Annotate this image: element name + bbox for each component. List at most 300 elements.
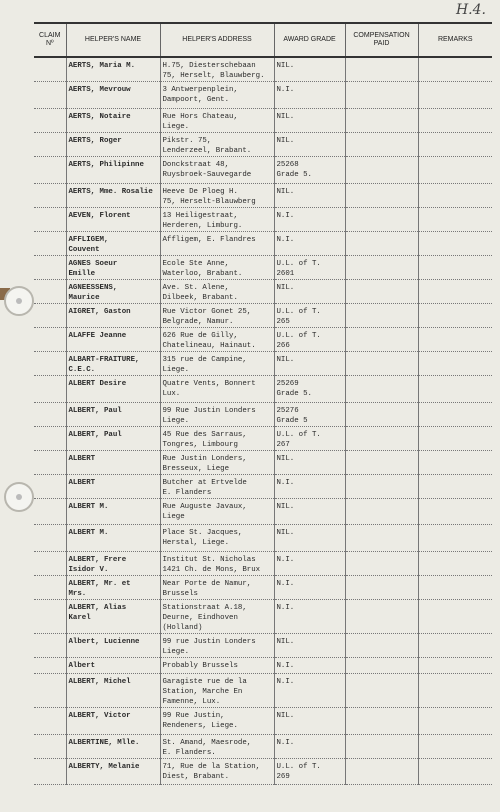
helper-name-line: Albert [68, 662, 96, 670]
claim-cell [34, 451, 66, 475]
award-grade-line: NIL. [276, 137, 295, 145]
remarks-cell [418, 57, 492, 82]
claim-cell [34, 708, 66, 735]
helper-name-line: ALBERT, Victor [68, 712, 131, 720]
table-row [34, 256, 492, 280]
helper-address-cell [160, 658, 274, 674]
claim-cell [34, 674, 66, 708]
compensation-cell [345, 499, 418, 525]
table-row [34, 451, 492, 475]
table-row [34, 735, 492, 759]
compensation-cell [345, 208, 418, 232]
remarks-cell [418, 634, 492, 658]
award-grade-line: N.I. [276, 739, 295, 747]
helper-name-cell [66, 600, 160, 634]
helper-name-cell [66, 328, 160, 352]
award-grade-line: NIL. [276, 638, 295, 646]
table-row [34, 634, 492, 658]
helper-address-line: Ruysbroek-Sauvegarde [162, 171, 252, 179]
award-grade-line: 25269 [276, 380, 299, 388]
helper-address-line: Donckstraat 48, [162, 161, 230, 169]
helper-name-cell [66, 735, 160, 759]
helper-address-line: 99 rue Justin Londers [162, 638, 256, 646]
helper-address-line: Station, Marche En [162, 688, 243, 696]
helper-address-cell [160, 499, 274, 525]
compensation-cell [345, 552, 418, 576]
table-row [34, 658, 492, 674]
helper-address-line: Ave. St. Alene, [162, 284, 230, 292]
award-grade-cell [274, 184, 345, 208]
claim-cell [34, 304, 66, 328]
col-grade: AWARD GRADE [274, 23, 345, 57]
claim-cell [34, 184, 66, 208]
helper-address-line: 1421 Ch. de Mons, Brux [162, 566, 261, 574]
helper-name-line: AERTS, Notaire [68, 113, 131, 121]
remarks-cell [418, 552, 492, 576]
helper-address-line: Lux. [162, 390, 181, 398]
helper-address-cell [160, 184, 274, 208]
helper-name-line: ALBERT, Paul [68, 431, 122, 439]
helper-address-line: 3 Antwerpenplein, [162, 86, 238, 94]
table-row [34, 109, 492, 133]
remarks-cell [418, 658, 492, 674]
helper-address-cell [160, 759, 274, 785]
award-grade-line: 266 [276, 342, 290, 350]
helper-name-line: AERTS, Mevrouw [68, 86, 131, 94]
claim-cell [34, 57, 66, 82]
remarks-cell [418, 525, 492, 552]
award-grade-cell [274, 328, 345, 352]
remarks-cell [418, 427, 492, 451]
award-grade-line: 267 [276, 441, 290, 449]
helper-name-cell [66, 82, 160, 109]
helper-address-line: Liege. [162, 417, 190, 425]
award-grade-cell [274, 208, 345, 232]
award-grade-line: NIL. [276, 529, 295, 537]
compensation-cell [345, 352, 418, 376]
helper-address-line: Liege [162, 513, 185, 521]
remarks-cell [418, 82, 492, 109]
helper-address-cell [160, 352, 274, 376]
compensation-cell [345, 328, 418, 352]
table-row [34, 674, 492, 708]
col-name: HELPER'S NAME [66, 23, 160, 57]
helper-address-cell [160, 525, 274, 552]
helper-name-line: C.E.C. [68, 366, 96, 374]
helper-name-line: ALBERT Desire [68, 380, 127, 388]
remarks-cell [418, 133, 492, 157]
corner-mark: H.4. [455, 2, 486, 18]
helper-name-cell [66, 232, 160, 256]
award-grade-cell [274, 735, 345, 759]
helper-address-cell [160, 82, 274, 109]
award-grade-line: N.I. [276, 662, 295, 670]
award-grade-line: 265 [276, 318, 290, 326]
claim-cell [34, 403, 66, 427]
helper-address-line: Deurne, Eindhoven [162, 614, 238, 622]
helper-name-line: AERTS, Maria M. [68, 62, 136, 70]
helper-address-line: H.75, Diesterschebaan [162, 62, 256, 70]
compensation-cell [345, 376, 418, 403]
compensation-cell [345, 280, 418, 304]
helper-name-cell [66, 451, 160, 475]
helper-name-cell [66, 499, 160, 525]
remarks-cell [418, 328, 492, 352]
helper-address-line: Tongres, Limbourg [162, 441, 238, 449]
claim-cell [34, 352, 66, 376]
remarks-cell [418, 157, 492, 184]
helper-name-cell [66, 280, 160, 304]
helper-address-line: Quatre Vents, Bonnert [162, 380, 256, 388]
col-address: HELPER'S ADDRESS [160, 23, 274, 57]
remarks-cell [418, 708, 492, 735]
award-grade-cell [274, 280, 345, 304]
helper-address-line: Diest, Brabant. [162, 773, 230, 781]
helper-name-cell [66, 208, 160, 232]
award-grade-line: 25268 [276, 161, 299, 169]
remarks-cell [418, 600, 492, 634]
claim-cell [34, 328, 66, 352]
helper-address-cell [160, 232, 274, 256]
remarks-cell [418, 304, 492, 328]
compensation-cell [345, 133, 418, 157]
award-grade-line: Grade 5. [276, 171, 312, 179]
remarks-cell [418, 280, 492, 304]
award-grade-line: NIL. [276, 62, 295, 70]
award-grade-line: 2601 [276, 270, 295, 278]
award-grade-line: U.L. of T. [276, 308, 321, 316]
award-grade-line: U.L. of T. [276, 763, 321, 771]
award-grade-cell [274, 525, 345, 552]
table-row [34, 280, 492, 304]
table-row [34, 57, 492, 82]
helper-name-cell [66, 708, 160, 735]
helper-address-line: Probably Brussels [162, 662, 238, 670]
punch-hole-bottom [4, 482, 34, 512]
claim-cell [34, 759, 66, 785]
helper-address-line: Waterloo, Brabant. [162, 270, 243, 278]
helper-name-line: Emille [68, 270, 96, 278]
helper-name-line: ALBERTINE, Mlle. [68, 739, 140, 747]
award-grade-cell [274, 658, 345, 674]
helper-address-cell [160, 674, 274, 708]
helper-address-line: 75, Herselt-Blauwberg [162, 198, 256, 206]
helper-name-cell [66, 109, 160, 133]
award-grade-cell [274, 499, 345, 525]
helper-address-cell [160, 256, 274, 280]
remarks-cell [418, 256, 492, 280]
helper-address-cell [160, 57, 274, 82]
award-grade-line: N.I. [276, 236, 295, 244]
compensation-cell [345, 304, 418, 328]
compensation-cell [345, 674, 418, 708]
remarks-cell [418, 376, 492, 403]
compensation-cell [345, 658, 418, 674]
compensation-cell [345, 475, 418, 499]
claim-cell [34, 232, 66, 256]
remarks-cell [418, 352, 492, 376]
award-grade-line: 25276 [276, 407, 299, 415]
helper-address-line: Affligem, E. Flandres [162, 236, 256, 244]
award-grade-cell [274, 352, 345, 376]
helper-address-line: Rue Hors Chateau, [162, 113, 238, 121]
claim-cell [34, 427, 66, 451]
compensation-cell [345, 427, 418, 451]
helper-address-cell [160, 735, 274, 759]
helper-name-cell [66, 184, 160, 208]
award-grade-cell [274, 82, 345, 109]
helper-name-line: AEVEN, Florent [68, 212, 131, 220]
table-row [34, 576, 492, 600]
award-grade-cell [274, 708, 345, 735]
helper-address-line: E. Flanders. [162, 749, 216, 757]
claim-cell [34, 133, 66, 157]
helper-address-line: 45 Rue des Sarraus, [162, 431, 247, 439]
helper-address-line: Chatelineau, Hainaut. [162, 342, 256, 350]
remarks-cell [418, 735, 492, 759]
helper-name-cell [66, 658, 160, 674]
helper-address-line: 75, Herselt, Blauwberg. [162, 72, 265, 80]
award-grade-line: Grade 5. [276, 390, 312, 398]
table-row [34, 82, 492, 109]
helper-address-line: Herderen, Limburg. [162, 222, 243, 230]
award-grade-cell [274, 427, 345, 451]
table-body [34, 57, 492, 785]
remarks-cell [418, 232, 492, 256]
award-grade-cell [274, 451, 345, 475]
helper-address-line: Institut St. Nicholas [162, 556, 256, 564]
helper-address-line: Pikstr. 75, [162, 137, 212, 145]
table-row [34, 208, 492, 232]
claim-cell [34, 475, 66, 499]
remarks-cell [418, 759, 492, 785]
award-grade-line: NIL. [276, 712, 295, 720]
award-grade-cell [274, 157, 345, 184]
helper-address-cell [160, 328, 274, 352]
helper-address-line: Near Porte de Namur, [162, 580, 252, 588]
helper-name-line: AERTS, Roger [68, 137, 122, 145]
award-grade-cell [274, 475, 345, 499]
helper-name-line: ALBERT, Michel [68, 678, 131, 686]
helper-address-line: Rendeners, Liege. [162, 722, 238, 730]
table-row [34, 499, 492, 525]
claim-cell [34, 256, 66, 280]
table-row [34, 304, 492, 328]
remarks-cell [418, 184, 492, 208]
compensation-cell [345, 451, 418, 475]
helper-address-line: Place St. Jacques, [162, 529, 243, 537]
award-grade-cell [274, 576, 345, 600]
helper-name-cell [66, 427, 160, 451]
helper-name-line: ALBERT, Alias [68, 604, 127, 612]
helper-address-line: Famenne, Lux. [162, 698, 221, 706]
helper-address-line: Rue Justin Londers, [162, 455, 247, 463]
helper-name-line: AFFLIGEM, [68, 236, 109, 244]
helper-name-cell [66, 256, 160, 280]
helper-name-cell [66, 759, 160, 785]
compensation-cell [345, 232, 418, 256]
table-row [34, 525, 492, 552]
compensation-cell [345, 82, 418, 109]
claim-cell [34, 576, 66, 600]
helper-name-cell [66, 403, 160, 427]
award-grade-cell [274, 552, 345, 576]
claim-cell [34, 525, 66, 552]
helper-address-cell [160, 475, 274, 499]
helper-name-cell [66, 133, 160, 157]
helper-name-line: Isidor V. [68, 566, 109, 574]
helper-name-line: ALBERT M. [68, 503, 109, 511]
table-row [34, 427, 492, 451]
helper-address-line: Heeve De Ploeg H. [162, 188, 238, 196]
helper-name-line: ALBERT, Mr. et [68, 580, 131, 588]
award-grade-cell [274, 674, 345, 708]
helper-name-cell [66, 576, 160, 600]
helper-address-line: 13 Heiligestraat, [162, 212, 238, 220]
helper-address-line: 626 Rue de Gilly, [162, 332, 238, 340]
award-grade-cell [274, 109, 345, 133]
claim-cell [34, 499, 66, 525]
award-grade-line: N.I. [276, 580, 295, 588]
award-grade-line: U.L. of T. [276, 431, 321, 439]
award-grade-line: N.I. [276, 604, 295, 612]
award-grade-line: N.I. [276, 86, 295, 94]
helper-address-line: Brussels [162, 590, 198, 598]
compensation-cell [345, 57, 418, 82]
award-grade-line: NIL. [276, 503, 295, 511]
helper-name-line: ALBERT M. [68, 529, 109, 537]
claim-cell [34, 82, 66, 109]
table-row [34, 232, 492, 256]
helper-address-cell [160, 403, 274, 427]
compensation-cell [345, 759, 418, 785]
claim-cell [34, 600, 66, 634]
claim-cell [34, 634, 66, 658]
col-compensation: COMPENSATION PAID [345, 23, 418, 57]
col-remarks: REMARKS [418, 23, 492, 57]
compensation-cell [345, 634, 418, 658]
table-row [34, 759, 492, 785]
helper-name-cell [66, 525, 160, 552]
helper-name-line: AERTS, Philipinne [68, 161, 144, 169]
award-grade-line: 269 [276, 773, 290, 781]
claim-cell [34, 109, 66, 133]
helper-name-line: ALBERT, Paul [68, 407, 122, 415]
award-grade-line: Grade 5 [276, 417, 308, 425]
helper-name-line: Maurice [68, 294, 100, 302]
award-grade-line: NIL. [276, 455, 295, 463]
helper-address-line: 99 Rue Justin Londers [162, 407, 256, 415]
helper-address-line: St. Amand, Maesrode, [162, 739, 252, 747]
helpers-table [34, 22, 492, 785]
table-row [34, 475, 492, 499]
award-grade-cell [274, 634, 345, 658]
helper-address-line: Butcher at Ertvelde [162, 479, 247, 487]
award-grade-line: NIL. [276, 284, 295, 292]
helper-name-line: ALBERT, Frere [68, 556, 127, 564]
remarks-cell [418, 475, 492, 499]
table-header [34, 23, 492, 57]
helper-address-cell [160, 708, 274, 735]
helper-name-cell [66, 157, 160, 184]
helper-name-cell [66, 475, 160, 499]
claim-cell [34, 735, 66, 759]
award-grade-line: N.I. [276, 479, 295, 487]
table-row [34, 376, 492, 403]
award-grade-line: NIL. [276, 113, 295, 121]
compensation-cell [345, 109, 418, 133]
table-row [34, 352, 492, 376]
award-grade-line: N.I. [276, 212, 295, 220]
helper-address-line: Stationstraat A.18, [162, 604, 247, 612]
helper-address-line: Garagiste rue de la [162, 678, 247, 686]
helper-name-line: Albert, Lucienne [68, 638, 140, 646]
compensation-cell [345, 256, 418, 280]
helper-address-line: 71, Rue de la Station, [162, 763, 261, 771]
helper-address-cell [160, 157, 274, 184]
helper-address-line: 99 Rue Justin, [162, 712, 225, 720]
helper-address-line: Belgrade, Namur. [162, 318, 234, 326]
remarks-cell [418, 674, 492, 708]
helper-address-line: Lenderzeel, Brabant. [162, 147, 252, 155]
award-grade-cell [274, 256, 345, 280]
award-grade-line: U.L. of T. [276, 332, 321, 340]
helper-address-cell [160, 634, 274, 658]
helper-name-line: ALBERTY, Melanie [68, 763, 140, 771]
helper-name-line: ALBART-FRAITURE, [68, 356, 140, 364]
helper-address-line: Liege. [162, 648, 190, 656]
table-row [34, 708, 492, 735]
table-row [34, 184, 492, 208]
helper-name-cell [66, 376, 160, 403]
helper-address-line: 315 rue de Campine, [162, 356, 247, 364]
punch-hole-top [4, 286, 34, 316]
award-grade-cell [274, 133, 345, 157]
claim-cell [34, 376, 66, 403]
compensation-cell [345, 157, 418, 184]
compensation-cell [345, 184, 418, 208]
col-claim: CLAIM Nº [34, 23, 66, 57]
helper-name-line: Couvent [68, 246, 100, 254]
helper-address-cell [160, 280, 274, 304]
helper-address-line: Rue Victor Gonet 25, [162, 308, 252, 316]
award-grade-line: N.I. [276, 678, 295, 686]
award-grade-cell [274, 376, 345, 403]
helper-address-line: Herstal, Liege. [162, 539, 230, 547]
helper-name-line: AGNEESSENS, [68, 284, 118, 292]
helper-address-cell [160, 600, 274, 634]
table-row [34, 552, 492, 576]
helper-address-line: E. Flanders [162, 489, 212, 497]
helper-address-line: Dilbeek, Brabant. [162, 294, 238, 302]
helper-address-line: (Holland) [162, 624, 203, 632]
claim-cell [34, 157, 66, 184]
compensation-cell [345, 600, 418, 634]
helper-address-line: Rue Auguste Javaux, [162, 503, 247, 511]
helper-address-line: Bresseux, Liege [162, 465, 230, 473]
helper-name-line: AIGRET, Gaston [68, 308, 131, 316]
helper-address-cell [160, 208, 274, 232]
remarks-cell [418, 499, 492, 525]
helper-name-line: Karel [68, 614, 91, 622]
helper-address-cell [160, 552, 274, 576]
table-row [34, 328, 492, 352]
remarks-cell [418, 208, 492, 232]
helper-address-cell [160, 576, 274, 600]
compensation-cell [345, 403, 418, 427]
helper-name-cell [66, 57, 160, 82]
helper-name-line: AGNES Soeur [68, 260, 118, 268]
